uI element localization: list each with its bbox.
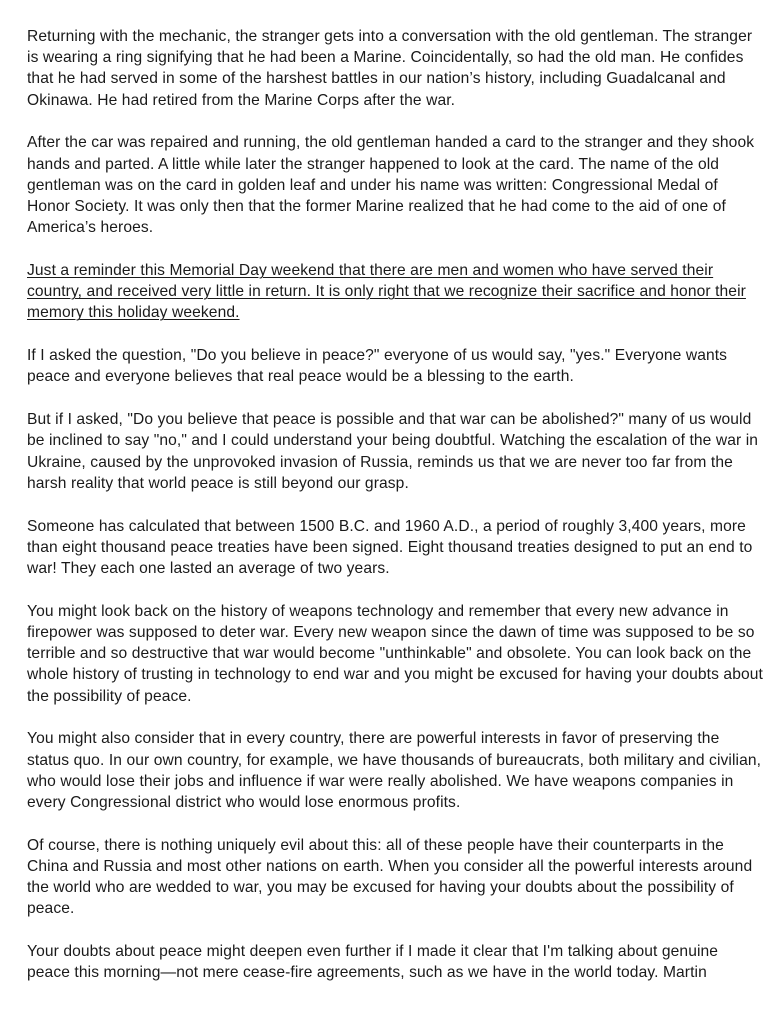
paragraph-mechanic-conversation: Returning with the mechanic, the stranger gets into a conversation with the old gentleman. The stranger is wearing a ring signifying that he had been a Marine. Coincidentally, so had the old man. He confides that he had served in some of the harshest battles in our nation’s history, including Guadalcanal and Okinawa. He had retired from the Marine Corps after the war.	[27, 28, 753, 109]
paragraph-powerful-interests: You might also consider that in every country, there are powerful interests in favor of preserving the status quo. In our own country, for example, we have thousands of bureaucrats, both military and civilian, who would lose their jobs and influence if war were really abolished. We have weapons companies in every Congressional district who would lose enormous profits.	[27, 730, 762, 812]
document-body	[27, 26, 763, 1005]
paragraph-believe-in-peace: If I asked the question, "Do you believe in peace?" everyone of us would say, "yes." Everyone wants peace and everyone believes that real peace would be a blessing to the earth.	[27, 347, 728, 386]
paragraph-genuine-peace: Your doubts about peace might deepen even further if I made it clear that I'm talking about genuine peace this morning—not mere cease-fire agreements, such as we have in the world today. Martin	[27, 943, 719, 982]
paragraph-peace-treaties: Someone has calculated that between 1500 B.C. and 1960 A.D., a period of roughly 3,400 years, more than eight thousand peace treaties have been signed. Eight thousand treaties designed to put an end to war! They each one lasted an average of two years.	[27, 517, 753, 578]
paragraph-weapons-technology: You might look back on the history of weapons technology and remember that every new advance in firepower was supposed to deter war. Every new weapon since the dawn of time was supposed to be so terrible and so destructive that war would become "unthinkable" and obsolete. You can look back on the whole history of trusting in technology to end war and you might be excused for having your doubts about the possibility of peace.	[27, 602, 763, 705]
paragraph-nothing-uniquely-evil: Of course, there is nothing uniquely evil about this: all of these people have their counterparts in the China and Russia and most other nations on earth. When you consider all the powerful interests around the world who are wedded to war, you may be excused for having your doubts about the possibility of peace.	[27, 836, 753, 918]
paragraph-peace-possible: But if I asked, "Do you believe that peace is possible and that war can be abolished?" many of us would be inclined to say "no," and I could understand your being doubtful. Watching the escalation of the war in Ukraine, caused by the unprovoked invasion of Russia, reminds us that we are never too far from the harsh reality that world peace is still beyond our grasp.	[27, 411, 759, 492]
paragraph-medal-of-honor-card: After the car was repaired and running, the old gentleman handed a card to the stranger and they shook hands and parted. A little while later the stranger happened to look at the card. The name of the old gentleman was on the card in golden leaf and under his name was written: Congressional Medal of Honor Society. It was only then that the former Marine realized that he had come to the aid of one of America’s heroes.	[27, 134, 755, 237]
paragraph-memorial-day-reminder: Just a reminder this Memorial Day weekend that there are men and women who have served their country, and received very little in return. It is only right that we recognize their sacrifice and honor their memory this holiday weekend.	[27, 262, 746, 322]
